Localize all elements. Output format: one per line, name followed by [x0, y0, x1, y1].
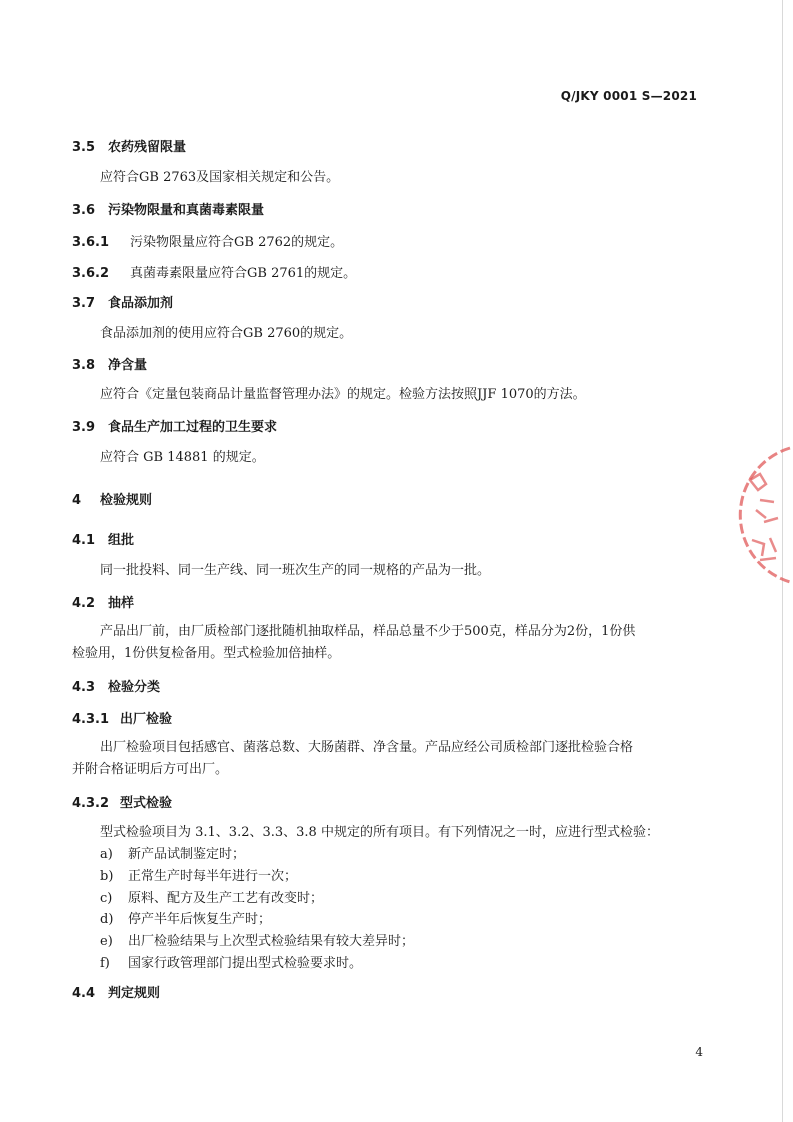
section-heading-3-9 [72, 416, 277, 435]
list-item [100, 865, 297, 884]
section-heading-4-4 [72, 982, 160, 1001]
section-heading-4-2 [72, 592, 134, 611]
list-marker: e) [100, 934, 113, 949]
clause-title: 型式检验 [120, 796, 173, 811]
section-heading-4-1 [72, 529, 134, 548]
section-title: 净含量 [108, 358, 148, 373]
list-marker: c) [100, 891, 113, 906]
paragraph-3-8: 应符合《定量包装商品计量监督管理办法》的规定。检验方法按照JJF 1070的方法。 [100, 387, 586, 402]
clause-number: 4.3.1 [72, 712, 110, 727]
section-title: 食品添加剂 [108, 296, 174, 311]
clause-text: 污染物限量应符合GB 2762的规定。 [130, 235, 344, 250]
section-number: 3.7 [72, 296, 96, 311]
page-number: 4 [695, 1045, 703, 1059]
clause-number: 3.6.2 [72, 266, 110, 281]
chapter-number: 4 [72, 493, 82, 508]
clause-heading-4-3-1 [72, 708, 172, 727]
paragraph-4-1: 同一批投料、同一生产线、同一班次生产的同一规格的产品为一批。 [100, 563, 491, 578]
section-heading-4-3 [72, 676, 160, 695]
clause-number: 4.3.2 [72, 796, 110, 811]
section-number: 3.8 [72, 358, 96, 373]
section-number: 3.9 [72, 420, 96, 435]
section-title: 检验分类 [108, 680, 161, 695]
section-title: 判定规则 [108, 986, 161, 1001]
clause-text: 真菌毒素限量应符合GB 2761的规定。 [130, 266, 357, 281]
list-marker: d) [100, 912, 114, 927]
section-number: 4.3 [72, 680, 96, 695]
paragraph-4-2: 产品出厂前，由厂质检部门逐批随机抽取样品，样品总量不少于500克，样品分为2份，1份供检验用，1份供复检备用。型式检验加倍抽样。 [72, 624, 636, 661]
section-heading-3-8 [72, 354, 147, 373]
document-code: Q/JKY 0001 S—2021 [560, 89, 697, 103]
clause-number: 3.6.1 [72, 235, 110, 250]
section-number: 4.1 [72, 533, 96, 548]
paragraph-3-9: 应符合 GB 14881 的规定。 [100, 450, 265, 465]
list-item [100, 843, 245, 862]
chapter-heading-4 [72, 489, 152, 508]
list-item-text: 停产半年后恢复生产时； [128, 912, 272, 927]
list-item-text: 原料、配方及生产工艺有改变时； [128, 891, 324, 906]
section-title: 污染物限量和真菌毒素限量 [108, 203, 265, 218]
list-item-text: 新产品试制鉴定时； [128, 847, 246, 862]
section-title: 农药残留限量 [108, 140, 187, 155]
section-title: 抽样 [108, 596, 135, 611]
clause-heading-4-3-2 [72, 792, 172, 811]
list-item [100, 887, 323, 906]
clause-3-6-1 [72, 231, 343, 250]
list-marker: a) [100, 847, 113, 862]
section-number: 4.4 [72, 986, 96, 1001]
list-item [100, 908, 271, 927]
section-number: 4.2 [72, 596, 96, 611]
paragraph-4-3-2: 型式检验项目为 3.1、3.2、3.3、3.8 中规定的所有项目。有下列情况之一时，应进行型式检验： [100, 825, 659, 840]
section-title: 组批 [108, 533, 135, 548]
list-item [100, 930, 414, 949]
section-heading-3-6 [72, 199, 264, 218]
list-marker: b) [100, 869, 114, 884]
clause-3-6-2 [72, 262, 356, 281]
clause-title: 出厂检验 [120, 712, 173, 727]
section-heading-3-7 [72, 292, 173, 311]
section-heading-3-5 [72, 136, 186, 155]
seal-stamp-icon [730, 440, 793, 590]
list-item [100, 952, 362, 971]
section-title: 食品生产加工过程的卫生要求 [108, 420, 278, 435]
chapter-title: 检验规则 [100, 493, 153, 508]
list-marker: f) [100, 956, 110, 971]
paragraph-3-5: 应符合GB 2763及国家相关规定和公告。 [100, 170, 340, 185]
list-item-text: 正常生产时每半年进行一次； [128, 869, 298, 884]
section-number: 3.5 [72, 140, 96, 155]
list-item-text: 国家行政管理部门提出型式检验要求时。 [128, 956, 363, 971]
paragraph-3-7: 食品添加剂的使用应符合GB 2760的规定。 [100, 326, 353, 341]
list-item-text: 出厂检验结果与上次型式检验结果有较大差异时； [128, 934, 415, 949]
section-number: 3.6 [72, 203, 96, 218]
paragraph-4-3-1: 出厂检验项目包括感官、菌落总数、大肠菌群、净含量。产品应经公司质检部门逐批检验合格并附合格证明后方可出厂。 [72, 740, 634, 777]
